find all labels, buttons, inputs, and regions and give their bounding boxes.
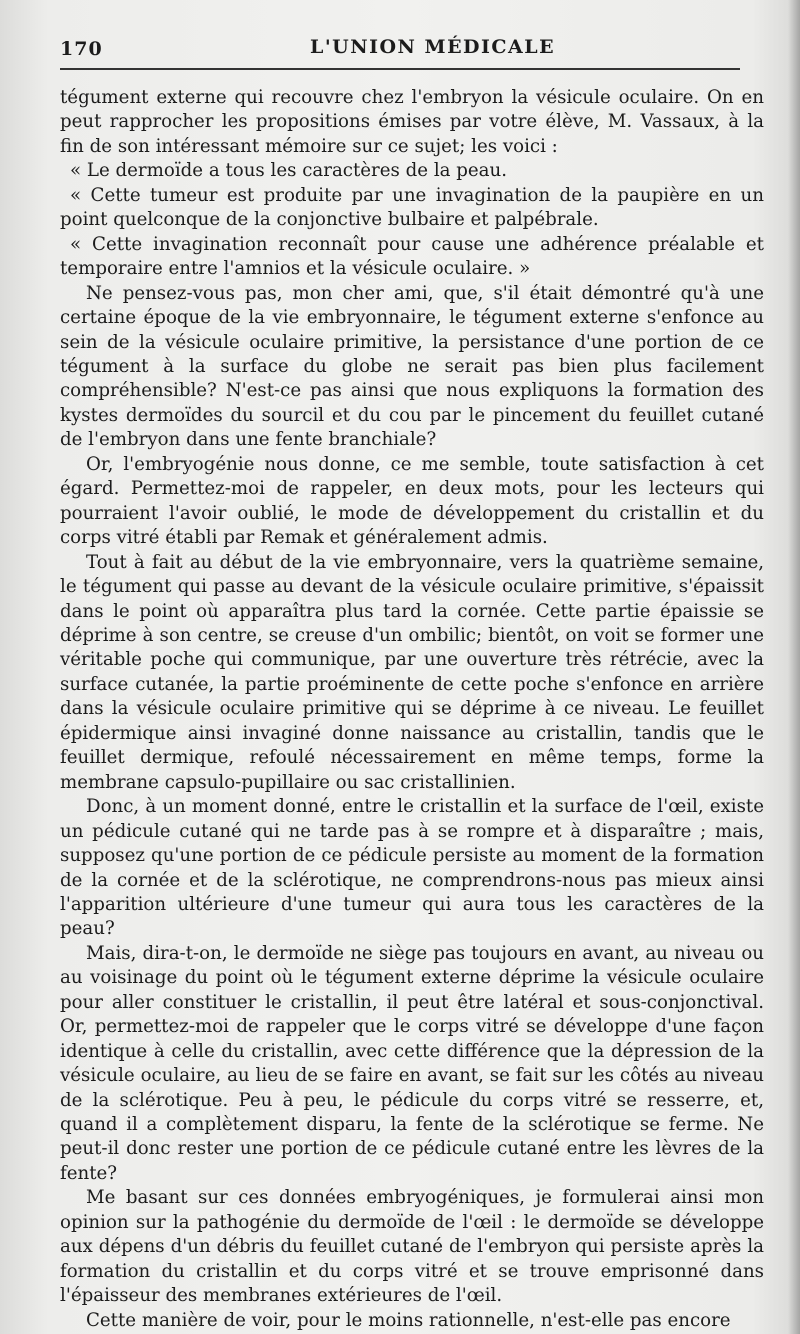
page-header [60, 30, 740, 70]
paragraph: tégument externe qui recouvre chez l'embryon la vésicule oculaire. On en peut rapprocher les propositions émises par votre élève, M. Vassaux, à la fin de son intéressant mémoire sur ce sujet; les voici : [60, 87, 764, 157]
paragraph: Me basant sur ces données embryogéniques, je formulerai ainsi mon opinion sur la pathogénie du dermoïde de l'œil : le dermoïde se développe aux dépens d'un débris du feuillet cutané de l'embryon qui persiste après la formation du cristallin et du corps vitré et se trouve emprisonné dans l'épaisseur des membranes extérieures de l'œil. [60, 1187, 764, 1307]
header-rule [60, 68, 740, 70]
paragraph: Cette manière de voir, pour le moins rationnelle, n'est-elle pas encore [86, 1309, 731, 1331]
running-title: L'UNION MÉDICALE [310, 36, 556, 58]
paragraph: Tout à fait au début de la vie embryonnaire, vers la quatrième semaine, le tégument qui passe au devant de la vésicule oculaire primitive, s'épaissit dans le point où apparaîtra plus tard la cornée. Cette partie épaissie se déprime à son centre, se creuse d'un ombilic; bientôt, on voit se former une véritable poche qui communique, par une ouverture très rétrécie, avec la surface cutanée, la partie proéminente de cette poche s'enfonce en arrière dans la vésicule oculaire primitive qui se déprime à ce niveau. Le feuillet épidermique ainsi invaginé donne naissance au cristallin, tandis que le feuillet dermique, refoulé nécessairement en même temps, forme la membrane capsulo-pupillaire ou sac cristallinien. [60, 551, 764, 793]
quote-paragraph: « Cette tumeur est produite par une invagination de la paupière en un point quelconque de la conjonctive bulbaire et palpébrale. [60, 184, 764, 231]
article-body [60, 86, 764, 1333]
paragraph: Or, l'embryogénie nous donne, ce me semble, toute satisfaction à cet égard. Permettez-moi de rappeler, en deux mots, pour les lecteurs qui pourraient l'avoir oublié, le mode de développement du cristallin et du corps vitré établi par Remak et généralement admis. [60, 453, 764, 549]
paragraph: Donc, à un moment donné, entre le cristallin et la surface de l'œil, existe un pédicule cutané qui ne tarde pas à se rompre et à disparaître ; mais, supposez qu'une portion de ce pédicule persiste au moment de la formation de la cornée et de la sclérotique, ne comprendrons-nous pas mieux ainsi l'apparition ultérieure d'une tumeur qui aura tous les caractères de la peau? [60, 796, 764, 940]
page-edge-shadow [788, 0, 800, 1334]
page-number: 170 [60, 38, 103, 60]
paragraph: Ne pensez-vous pas, mon cher ami, que, s'il était démontré qu'à une certaine époque de la vie embryonnaire, le tégument externe s'enfonce au sein de la vésicule oculaire primitive, la persistance d'une portion de ce tégument à la surface du globe ne serait pas bien plus facilement compréhensible? N'est-ce pas ainsi que nous expliquons la formation des kystes dermoïdes du sourcil et du cou par le pincement du feuillet cutané de l'embryon dans une fente branchiale? [60, 282, 764, 451]
paragraph: Mais, dira-t-on, le dermoïde ne siège pas toujours en avant, au niveau ou au voisinage du point où le tégument externe déprime la vésicule oculaire pour aller constituer le cristallin, il peut être latéral et sous-conjonctival. Or, permettez-moi de rappeler que le corps vitré se développe d'une façon identique à celle du cristallin, avec cette différence que la dépression de la vésicule oculaire, au lieu de se faire en avant, se fait sur les côtés au niveau de la sclérotique. Peu à peu, le pédicule du corps vitré se resserre, et, quand il a complètement disparu, la fente de la sclérotique se ferme. Ne peut-il donc rester une portion de ce pédicule cutané entre les lèvres de la fente? [60, 942, 764, 1184]
quote-paragraph: « Cette invagination reconnaît pour cause une adhérence préalable et temporaire entre l'amnios et la vésicule oculaire. » [60, 233, 764, 280]
quote-paragraph: « Le dermoïde a tous les caractères de la peau. [70, 160, 508, 182]
